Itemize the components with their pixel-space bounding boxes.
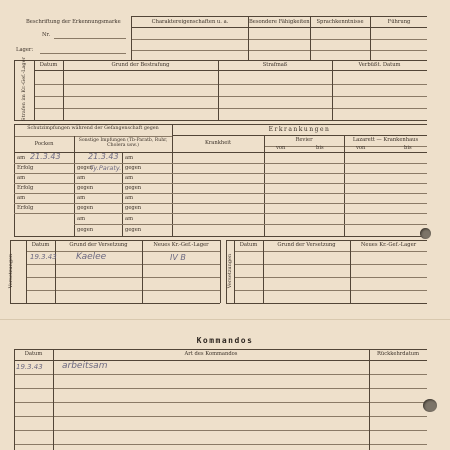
lazarett-von: von [356,145,366,151]
kommandos-col-art: Art des Kommandos [184,351,238,357]
impfungen-title: Schutzimpfungen während der Gefangenschaft gegen [27,126,159,131]
strafen-col-verbuesst: Verbüßt. Datum [358,62,401,68]
impfungen-pocken: Pocken [34,141,54,147]
col-sprachen: Sprachkenntnisse [316,19,364,25]
hand-pocken-date: 21.3.43 [30,152,61,161]
fold-line [0,319,450,320]
impf-row8-right: gegen [125,227,142,233]
impf-row8-mid: gegen [77,227,94,233]
vers-left-col-lager: Neues Kr.-Gef.-Lager [153,242,209,248]
col-charakter: Charaktereigenschaften u. a. [151,19,229,25]
pocken-row3-am: am [17,175,26,181]
versetzungen-side-label-right: Versetzungen [227,253,233,289]
vers-right-col-datum: Datum [239,242,258,248]
impf-row7-mid: am [77,216,86,222]
revier-von: von [276,145,286,151]
erkrankungen-krankheit: Krankheit [204,140,232,146]
erkrankungen-lazarett: Lazarett — Krankenhaus [352,137,419,143]
vers-right-col-lager: Neues Kr.-Gef.-Lager [360,242,417,248]
nr-label: Nr. [42,32,51,38]
impf-row4-right: gegen [125,185,142,191]
col-fuehrung: Führung [387,19,411,25]
versetzungen-side-label-left: Versetzungen [8,253,14,289]
erkrankungen-revier: Revier [295,137,313,143]
pocken-row6-erfolg: Erfolg [17,205,34,211]
revier-bis: bis [316,145,324,151]
impf-row3-mid: am [77,175,86,181]
kommandos-col-datum: Datum [24,351,43,357]
lager-label: Lager: [16,47,34,53]
hand-kommando-date: 19.3.43 [16,363,43,371]
pocken-row2-erfolg: Erfolg [17,165,34,171]
hand-vers-grund: Kaelee [76,252,107,262]
hand-vers-lager: IV B [170,253,186,262]
impf-row4-mid: gegen [77,185,94,191]
erkennungsmarke-label: Beschriftung der Erkennungsmarke [26,19,121,25]
impf-row1-right: am [125,155,134,161]
pocken-row5-am: am [17,195,26,201]
lager-line [40,53,126,54]
kommandos-col-rueckkehr: Rückkehrdatum [376,351,420,357]
pocken-row1-am: am [17,155,26,161]
erkrankungen-title: Erkrankungen [268,126,331,133]
impf-row3-right: am [125,175,134,181]
impf-row2-mid: gegen [77,165,94,171]
strafen-side-label: Strafen im Kr.-Gef.-Lager [21,57,27,121]
impf-row6-right: gegen [125,205,142,211]
strafen-col-grund: Grund der Bestrafung [111,62,170,68]
impf-row5-right: am [125,195,134,201]
impfungen-sonstige: Sonstige Impfungen (Tb-Paratb, Ruhr, Cholera usw.) [78,138,168,149]
vers-right-col-grund: Grund der Versetzung [277,242,336,248]
vers-left-col-datum: Datum [31,242,50,248]
hand-impf-date: 21.3.43 [88,152,119,161]
hand-vers-date: 19.3.43 [30,253,57,261]
impf-row6-mid: gegen [77,205,94,211]
impf-row7-right: am [125,216,134,222]
strafen-col-strafmass: Strafmaß [262,62,288,68]
kommandos-title: Kommandos [196,336,254,345]
punch-hole-top [420,228,431,239]
hand-kommando-art: arbeitsam [62,361,108,371]
col-faehigkeiten: Besondere Fähigkeiten [249,19,310,25]
vers-left-col-grund: Grund der Versetzung [69,242,128,248]
impf-row2-right: gegen [125,165,142,171]
nr-line [54,38,126,39]
punch-hole-bottom [423,399,437,412]
pocken-row4-erfolg: Erfolg [17,185,34,191]
strafen-col-datum: Datum [39,62,58,68]
lazarett-bis: bis [404,145,412,151]
impf-row5-mid: am [77,195,86,201]
hand-impf-type: Ty.Paraty. [90,164,122,172]
